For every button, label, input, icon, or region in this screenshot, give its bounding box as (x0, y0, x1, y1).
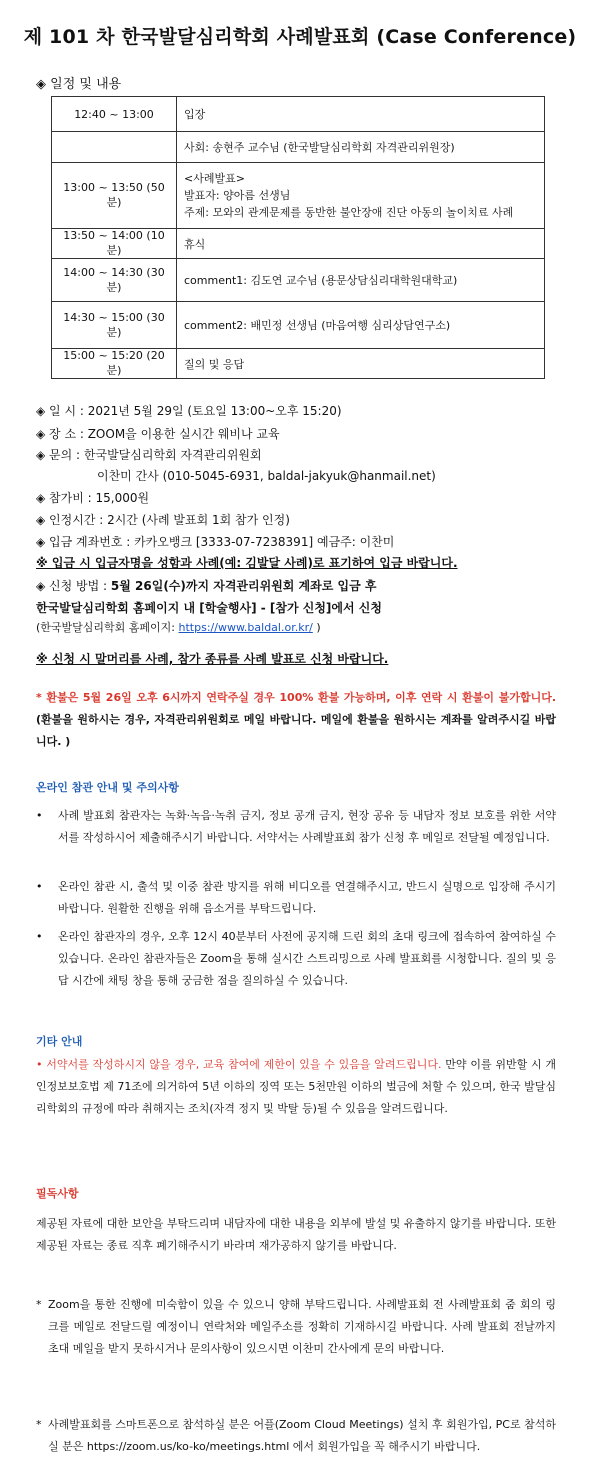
asterisk: * (36, 1298, 42, 1311)
homepage-close: ) (312, 621, 321, 634)
info-fee: ◈ 참가비 : 15,000원 (36, 491, 150, 505)
info-contact-person: 이찬미 간사 (010-5045-6931, baldal-jakyuk@hanmail.net) (97, 469, 436, 483)
list-item (36, 926, 556, 992)
table-row (52, 259, 545, 302)
schedule-table (51, 96, 545, 379)
apply-prefix: ◈ 신청 방법 : (36, 579, 111, 593)
schedule-time: 12:40 ~ 13:00 (52, 97, 177, 132)
schedule-heading: ◈ 일정 및 내용 (36, 77, 122, 92)
schedule-content: comment1: 김도연 교수님 (용문상담심리대학원대학교) (177, 259, 545, 302)
apply-method (36, 577, 376, 594)
schedule-line: <사례발표> (184, 172, 245, 185)
deposit-note: ※ 입금 시 입금자명을 성함과 사례(예: 김발달 사례)로 표기하여 입금 바랍니다. (36, 556, 458, 570)
schedule-content: comment2: 배민정 선생님 (마음여행 심리상담연구소) (177, 302, 545, 349)
info-contact: ◈ 문의 : 한국발달심리학회 자격관리위원회 (36, 448, 262, 462)
schedule-content: 휴식 (177, 229, 545, 259)
schedule-line: 발표자: 양아름 선생님 (184, 189, 291, 202)
required-text: 제공된 자료에 대한 보안을 부탁드리며 내담자에 대한 내용을 외부에 발설 및 유출하지 않기를 바랍니다. 또한 제공된 자료는 종료 직후 폐기해주시기 바라며 재가공하지 않기를 바랍니다. (36, 1217, 556, 1252)
table-row (52, 132, 545, 163)
schedule-time (52, 132, 177, 163)
info-date: ◈ 일 시 : 2021년 5월 29일 (토요일 13:00~오후 15:20) (36, 404, 342, 418)
other-notice (36, 1054, 556, 1120)
apply-location: 한국발달심리학회 홈페이지 내 [학술행사] - [참가 신청]에서 신청 (36, 601, 382, 615)
page-title: 제 101 차 한국발달심리학회 사례발표회 (Case Conference) (23, 26, 577, 48)
note-text: Zoom을 통한 진행에 미숙함이 있을 수 있으니 양해 부탁드립니다. 사례발표회 전 사례발표회 줌 회의 링크를 메일로 전달드릴 예정이니 연락처와 메일주소를 정확히 기재하시길 바랍니다. 사례 발표회 전날까지 초대 메일을 받지 못하시거나 문의사항이 있으시면 이찬미 간사에게 문의 바랍니다. (48, 1298, 556, 1355)
bullet: • (36, 880, 43, 893)
homepage-link[interactable]: https://www.baldal.or.kr/ (178, 621, 313, 634)
info-place: ◈ 장 소 : ZOOM을 이용한 실시간 웨비나 교육 (36, 427, 280, 441)
other-heading: 기타 안내 (36, 1035, 83, 1048)
list-item-text: 사례 발표회 참관자는 녹화·녹음·녹취 금지, 정보 공개 금지, 현장 공유 등 내담자 정보 보호를 위한 서약서를 작성하시어 제출해주시기 바랍니다. 서약서는 사례발표회 참가 신청 후 메일로 전달될 예정입니다. (58, 809, 556, 844)
bullet: • (36, 1058, 47, 1071)
schedule-time: 15:00 ~ 15:20 (20분) (52, 349, 177, 379)
bullet: • (36, 930, 43, 943)
info-account: ◈ 입금 계좌번호 : 카카오뱅크 [3333-07-7238391] 예금주: 이찬미 (36, 535, 395, 549)
bullet: • (36, 809, 43, 822)
table-row (52, 163, 545, 229)
table-row (52, 97, 545, 132)
required-heading: 필독사항 (36, 1187, 79, 1200)
schedule-time: 14:30 ~ 15:00 (30분) (52, 302, 177, 349)
asterisk: * (36, 1418, 42, 1431)
signup-note: ※ 신청 시 말머리를 사례, 참가 종류를 사례 발표로 신청 바랍니다. (36, 652, 389, 666)
refund-policy: * 환불은 5월 26일 오후 6시까지 연락주실 경우 100% 환불 가능하며, 이후 연락 시 환불이 불가합니다. (36, 691, 556, 704)
refund-instructions: (환불을 원하시는 경우, 자격관리위원회로 메일 바랍니다. 메일에 환불을 원하시는 계좌를 알려주시길 바랍니다. ) (36, 713, 556, 748)
schedule-time: 14:00 ~ 14:30 (30분) (52, 259, 177, 302)
homepage-line (36, 619, 321, 635)
table-row (52, 229, 545, 259)
note-item (36, 1294, 556, 1360)
schedule-content: 질의 및 응답 (177, 349, 545, 379)
list-item-text: 온라인 참관 시, 출석 및 이중 참관 방지를 위해 비디오를 연결해주시고, 반드시 실명으로 입장해 주시기 바랍니다. 원활한 진행을 위해 음소거를 부탁드립니다. (58, 880, 556, 915)
table-row (52, 302, 545, 349)
apply-deadline: 5월 26일(수)까지 자격관리위원회 계좌로 입금 후 (110, 579, 377, 593)
schedule-time: 13:50 ~ 14:00 (10분) (52, 229, 177, 259)
note-text: 사례발표회를 스마트폰으로 참석하실 분은 어플(Zoom Cloud Meetings) 설치 후 회원가입, PC로 참석하실 분은 https://zoom.us/ko-ko/meetings.html 에서 회원가입을 꼭 해주시기 바랍니다. (48, 1418, 556, 1453)
online-heading: 온라인 참관 안내 및 주의사항 (36, 781, 179, 794)
note-item (36, 1414, 556, 1458)
list-item-text: 온라인 참관자의 경우, 오후 12시 40분부터 사전에 공지해 드린 회의 초대 링크에 접속하여 참여하실 수 있습니다. 온라인 참관자들은 Zoom을 통해 실시간 스트리밍으로 사례 발표회를 시청합니다. 질의 및 응답 시간에 채팅 창을 통해 궁금한 점을 질의하실 수 있습니다. (58, 930, 556, 987)
privacy-warning: 만약 이를 위반할 시 개인정보보호법 제 71조에 의거하여 5년 이하의 징역 또는 5천만원 이하의 벌금에 처할 수 있으며, 한국 발달심리학회의 규정에 따라 취해지는 조치(자격 정지 및 박탈 등)될 수 있음을 알려드립니다. (36, 1058, 556, 1115)
schedule-content: 사회: 송현주 교수님 (한국발달심리학회 자격관리위원장) (177, 132, 545, 163)
list-item (36, 805, 556, 849)
schedule-content: 입장 (177, 97, 545, 132)
refund-notice (36, 687, 556, 753)
schedule-time: 13:00 ~ 13:50 (50분) (52, 163, 177, 229)
schedule-content (177, 163, 545, 229)
schedule-line: 주제: 모와의 관계문제를 동반한 불안장애 진단 아동의 놀이치료 사례 (184, 206, 514, 219)
table-row (52, 349, 545, 379)
info-credit: ◈ 인정시간 : 2시간 (사례 발표회 1회 참가 인정) (36, 513, 290, 527)
pledge-warning: 서약서를 작성하시지 않을 경우, 교육 참여에 제한이 있을 수 있음을 알려드립니다. (46, 1058, 442, 1071)
list-item (36, 876, 556, 920)
homepage-label: (한국발달심리학회 홈페이지: (36, 621, 179, 634)
